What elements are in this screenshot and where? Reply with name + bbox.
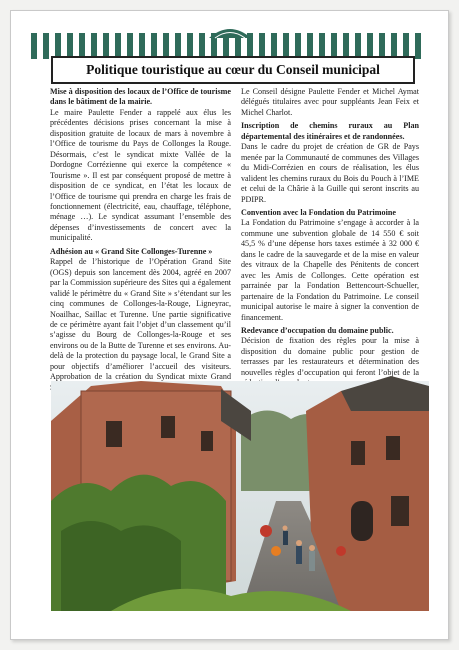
page-title [51,56,415,84]
village-street-photo [51,381,429,611]
left-text-column [50,87,231,381]
section-heading: Redevance d’occupation du domaine public. [241,325,394,335]
section-body: Décision de fixation des règles pour la mise à disposition du domaine public pour gestion de terrasses par les restaurateurs et détermination des nouvelles règles d’occupation qui feront l’objet de la [241,336,419,377]
section-body: La Fondation du Patrimoine s’engage à accorder à la commune une subvention globale de 14 550 € soit 45,5 % d’une dépense hors taxes estimée à 32 000 € dans le cadre de la sauvegarde et de la mise en valeur des vitraux de la Chapelle des Pénitents de concert avec les Amis de Collonges. Cette opération est parrainée par la Fondation Bettencourt-Schueller, partenaire de la Fondation du Patrimoine. Le conseil municipal autorise le maire à signer la convention de financement. [241,218,419,322]
section-body: Le Conseil désigne Paulette Fender et Michel Aymat délégués titulaires avec pour suppléants Jean Feix et Michel Charlot. [241,87,419,117]
section-body: Le maire Paulette Fender a rappelé aux élus les précédentes décisions prises concernant la mise à disposition gratuite de locaux de mars à novembre à l’Office de tourisme du Pays de Collonges la Rouge. Désormais, c’est le syndicat mixte Vallée de la Dordogne Corrézienne qui exerce la compétence « Tourisme ». Il est par conséquent proposé de mettre à disposition de ce syndicat, en l’état les locaux de l’Office de tourisme qui prendra en charge les frais de fonctionnement (électricité, eau, chauffage, téléphone, ménage …). Le syndicat assumant l’ensemble des dépenses d’investissements de concert avec la municipalité. [50,107,231,243]
section-heading: Mise à disposition des locaux de l’Office de tourisme dans le bâtiment de la mairie. [50,87,231,107]
section-heading: Convention avec la Fondation du Patrimoine [241,207,396,217]
section-heading: Inscription de chemins ruraux au Plan départemental des itinéraires et de randonnées. [241,121,419,141]
right-text-column [241,87,419,381]
document-page [10,10,449,640]
section-heading: Adhésion au « Grand Site Collonges-Turenne » [50,246,213,256]
ornament-icon [207,24,253,40]
section-body: Dans le cadre du projet de création de GR de Pays menée par la Communauté de communes des Villages du Midi-Corrézien en cours de réalisation, les élus valident les chemins ruraux du Bois du Pouch à l’IME et celui de la Chârie à la Guille qui seront inscrits au PDIPR. [241,142,419,204]
page-title-text: Politique touristique au cœur du Conseil municipal [86,62,380,77]
section-body: Rappel de l’historique de l’Opération Grand Site (OGS) depuis son lancement dès 2004, agréé en 2007 par la Commission supérieure des Sites qui a également validé le périmètre du « Grand Site » s’étendant sur les cinq communes de Collonges-la-Rouge, Ligneyrac, Noailhac, Saillac et Turenne. Une partie significative de ce périmètre ayant fait l’objet d’un classement qu’il s’agisse du Bourg de Collonges-la-Rouge et ses environs ou de la Butte de Turenne et ses environs. Au-delà de la protection du paysage local, le Grand Site a pour objectifs d’améliorer l’accueil des visiteurs. Approbation de la création du Syndicat mixte Grand [50,257,231,382]
